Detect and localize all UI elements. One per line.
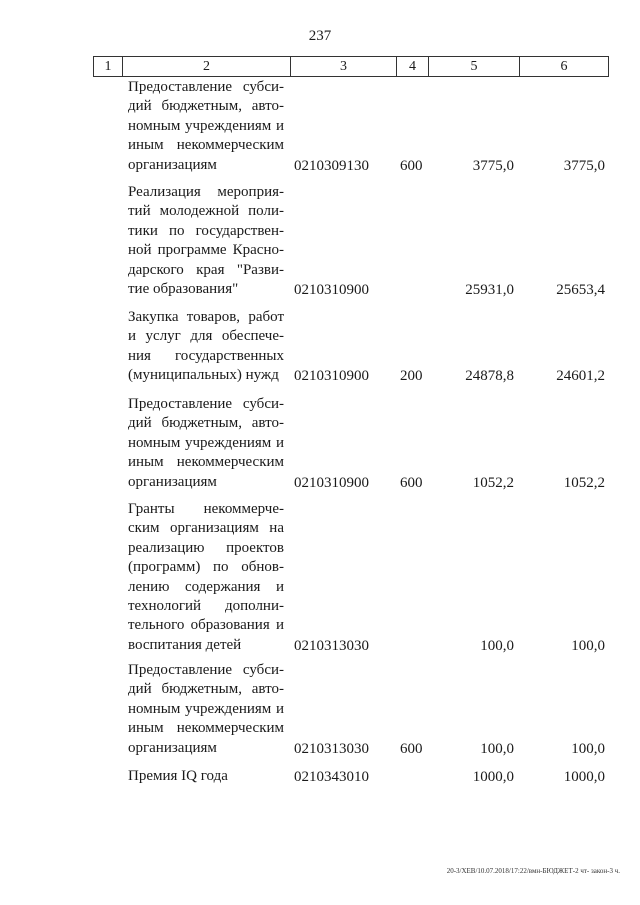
- row-expense-type: 600: [400, 157, 423, 174]
- description-line: дий бюджетным, авто-: [128, 681, 284, 698]
- row-value-1: 1052,2: [472, 474, 514, 491]
- row-value-2: 25653,4: [556, 282, 605, 298]
- row-expense-type: 600: [400, 474, 423, 491]
- description-line: Предоставление субси-: [128, 396, 284, 412]
- description-line: тики по государствен-: [128, 222, 284, 239]
- row-expense-type: 600: [400, 740, 423, 757]
- description-line: организациям: [128, 473, 217, 490]
- description-line: и услуг для обеспече-: [128, 328, 284, 345]
- description-line: дий бюджетным, авто-: [128, 415, 284, 432]
- row-description: [128, 661, 284, 758]
- row-value-1: 100,0: [480, 637, 514, 654]
- row-code: 0210313030: [294, 740, 369, 757]
- row-value-2: 3775,0: [563, 157, 605, 174]
- row-value-1: 25931,0: [465, 282, 514, 298]
- description-line: воспитания детей: [128, 636, 242, 653]
- row-value-2: 100,0: [571, 740, 605, 757]
- footer-note: 20-3/ХЕВ/10.07.2018/17:22/вмн-БЮДЖЕТ-2 чт- закон-3 ч.: [446, 867, 620, 875]
- description-line: иным некоммерческим: [128, 454, 284, 471]
- description-line: тие образования": [128, 281, 239, 298]
- header-col-5: 5: [428, 57, 519, 76]
- row-description: [128, 767, 284, 786]
- row-value-2: 24601,2: [556, 368, 605, 385]
- description-line: дий бюджетным, авто-: [128, 98, 284, 115]
- description-line: номным учреждениям и: [128, 700, 284, 717]
- description-line: ским организациям на: [128, 520, 284, 537]
- header-col-6: 6: [519, 57, 609, 76]
- header-col-3: 3: [290, 57, 396, 76]
- description-line: (муниципальных) нужд: [128, 367, 279, 384]
- description-line: Гранты некоммерче-: [128, 501, 284, 517]
- row-value-2: 1000,0: [563, 769, 605, 785]
- description-line: Предоставление субси-: [128, 79, 284, 95]
- row-value-1: 24878,8: [465, 368, 514, 385]
- description-line: организациям: [128, 739, 217, 756]
- row-description: [128, 183, 284, 299]
- row-description: [128, 395, 284, 492]
- description-line: технологий дополни-: [128, 598, 284, 615]
- description-line: иным некоммерческим: [128, 137, 284, 154]
- row-value-1: 3775,0: [472, 157, 514, 174]
- row-code: 0210309130: [294, 157, 369, 174]
- description-line: иным некоммерческим: [128, 720, 284, 737]
- row-value-1: 100,0: [480, 740, 514, 757]
- description-line: Закупка товаров, работ: [128, 309, 284, 325]
- header-col-4: 4: [396, 57, 428, 76]
- row-value-1: 1000,0: [472, 769, 514, 785]
- description-line: Премия IQ года: [128, 768, 228, 784]
- row-code: 0210310900: [294, 368, 369, 385]
- table-header: [93, 56, 609, 77]
- description-line: реализацию проектов: [128, 539, 284, 556]
- row-code: 0210313030: [294, 637, 369, 654]
- row-expense-type: 200: [400, 368, 423, 385]
- description-line: ния государственных: [128, 347, 284, 364]
- description-line: (программ) по обнов-: [128, 559, 284, 576]
- header-col-1: 1: [93, 57, 122, 76]
- row-value-2: 100,0: [571, 637, 605, 654]
- row-code: 0210310900: [294, 282, 369, 298]
- row-description: [128, 308, 284, 386]
- description-line: Реализация мероприя-: [128, 184, 284, 200]
- header-col-2: 2: [122, 57, 290, 76]
- description-line: тельного образования и: [128, 617, 284, 634]
- row-code: 0210310900: [294, 474, 369, 491]
- description-line: Предоставление субси-: [128, 662, 284, 678]
- description-line: тий молодежной поли-: [128, 203, 284, 220]
- description-line: номным учреждениям и: [128, 117, 284, 134]
- row-description: [128, 500, 284, 655]
- description-line: дарского края "Разви-: [128, 261, 284, 278]
- page-number: 237: [308, 28, 332, 44]
- row-code: 0210343010: [294, 769, 369, 785]
- row-value-2: 1052,2: [563, 474, 605, 491]
- description-line: лению содержания и: [128, 578, 284, 595]
- description-line: ной программе Красно-: [128, 242, 284, 259]
- description-line: номным учреждениям и: [128, 434, 284, 451]
- description-line: организациям: [128, 156, 217, 173]
- row-description: [128, 78, 284, 175]
